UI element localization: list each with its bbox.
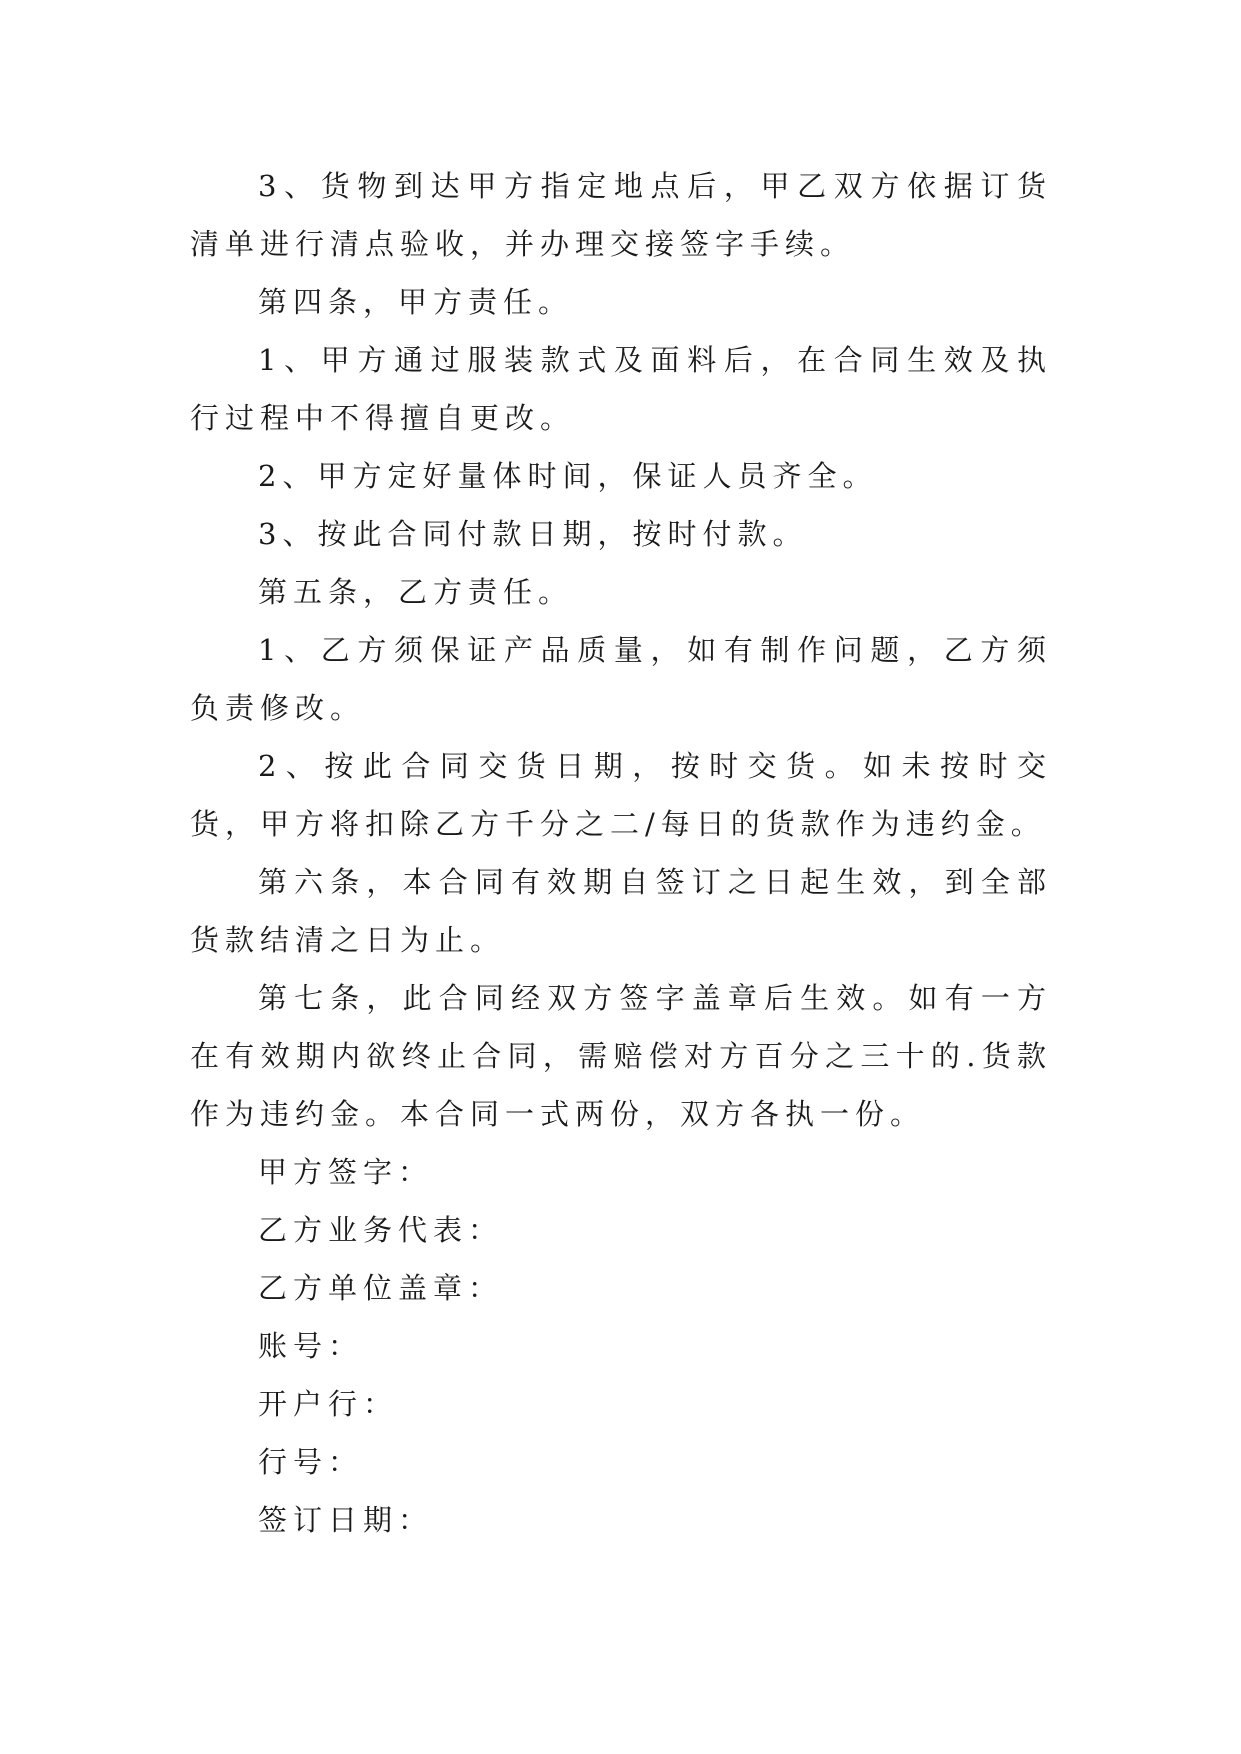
heading-article-4: 第四条，甲方责任。: [258, 285, 574, 319]
paragraph-party-b-duty-1: 1、乙方须保证产品质量，如有制作问题，乙方须负责修改。: [190, 633, 1052, 725]
document-body: [190, 157, 1052, 1549]
field-bank-code: 行号：: [258, 1445, 364, 1479]
field-bank-name: 开户行：: [258, 1387, 399, 1421]
field-account-number: 账号：: [258, 1329, 364, 1363]
paragraph-party-a-duty-1: 1、甲方通过服装款式及面料后，在合同生效及执行过程中不得擅自更改。: [190, 343, 1052, 435]
paragraph-article-7: 第七条，此合同经双方签字盖章后生效。如有一方在有效期内欲终止合同，需赔偿对方百分之三十的.货款作为违约金。本合同一式两份，双方各执一份。: [190, 981, 1052, 1131]
field-signing-date: 签订日期：: [258, 1503, 434, 1537]
paragraph-party-b-duty-2: 2、按此合同交货日期，按时交货。如未按时交货，甲方将扣除乙方千分之二/每日的货款作为违约金。: [190, 749, 1052, 841]
paragraph-party-a-duty-2: 2、甲方定好量体时间，保证人员齐全。: [258, 459, 878, 493]
paragraph-delivery-inspection: 3、货物到达甲方指定地点后，甲乙双方依据订货清单进行清点验收，并办理交接签字手续。: [190, 169, 1052, 261]
field-party-b-representative: 乙方业务代表：: [258, 1213, 504, 1247]
field-party-b-seal: 乙方单位盖章：: [258, 1271, 504, 1305]
heading-article-5: 第五条，乙方责任。: [258, 575, 574, 609]
field-party-a-signature: 甲方签字：: [258, 1155, 434, 1189]
paragraph-party-a-duty-3: 3、按此合同付款日期，按时付款。: [258, 517, 808, 551]
paragraph-article-6: 第六条，本合同有效期自签订之日起生效，到全部货款结清之日为止。: [190, 865, 1052, 957]
